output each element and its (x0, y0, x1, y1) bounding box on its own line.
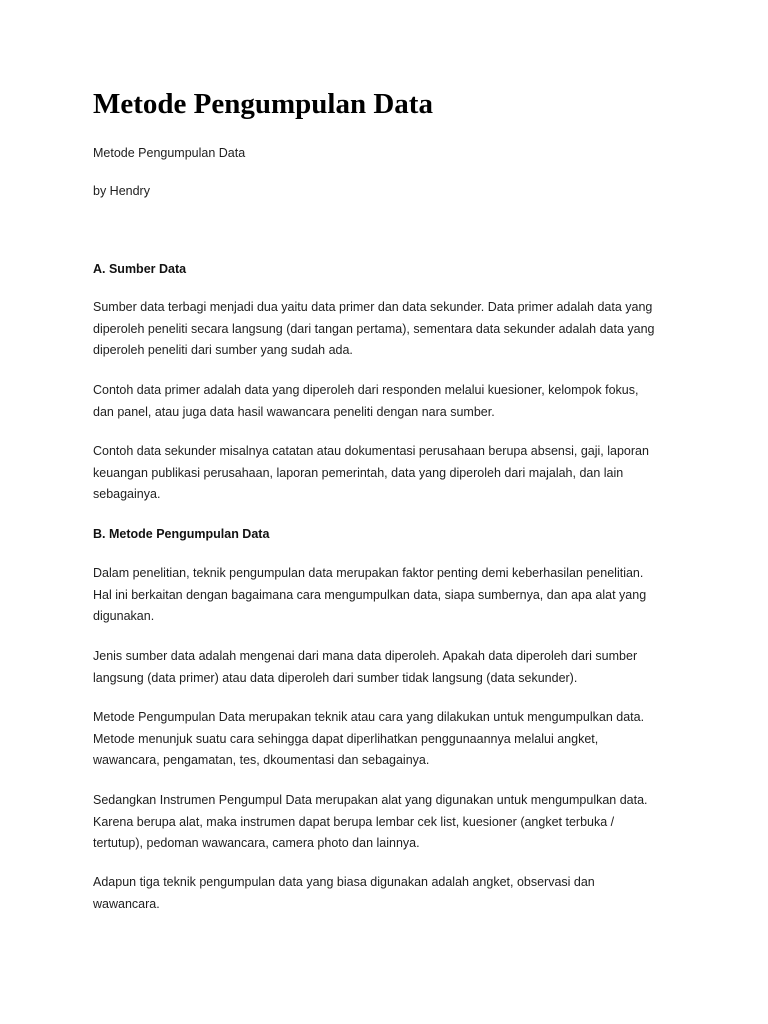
paragraph-line: Metode Pengumpulan Data merupakan teknik atau cara yang dilakukan untuk mengumpulkan data. (93, 710, 645, 724)
paragraph (93, 790, 648, 855)
document-title: Metode Pengumpulan Data (93, 88, 433, 120)
paragraph (93, 441, 649, 506)
section-heading-metode-pengumpulan-data: B. Metode Pengumpulan Data (93, 527, 270, 541)
paragraph-line: diperoleh peneliti dari sumber yang sudah ada. (93, 343, 353, 357)
paragraph-line: Contoh data primer adalah data yang diperoleh dari responden melalui kuesioner, kelompok fokus, (93, 383, 639, 397)
paragraph-line: langsung (data primer) atau data diperoleh dari sumber tidak langsung (data sekunder). (93, 670, 578, 685)
section-heading-sumber-data: A. Sumber Data (93, 262, 187, 276)
paragraph (93, 380, 638, 423)
document-subtitle: Metode Pengumpulan Data (93, 146, 246, 160)
paragraph (93, 707, 644, 772)
paragraph-line: Adapun tiga teknik pengumpulan data yang biasa digunakan adalah angket, observasi dan (93, 875, 595, 889)
paragraph (93, 563, 646, 628)
paragraph-line: Jenis sumber data adalah mengenai dari mana data diperoleh. Apakah data diperoleh dari sumber (93, 649, 638, 663)
paragraph-line: wawancara, pengamatan, tes, dkoumentasi dan sebagainya. (93, 753, 430, 767)
paragraph-line: digunakan. (93, 609, 155, 623)
paragraph-line: dan panel, atau juga data hasil wawancara peneliti dengan nara sumber. (93, 404, 495, 419)
paragraph-line: Sedangkan Instrumen Pengumpul Data merupakan alat yang digunakan untuk mengumpulkan data. (93, 793, 648, 807)
paragraph-line: diperoleh peneliti secara langsung (dari tangan pertama), sementara data sekunder adalah data yang (93, 321, 655, 336)
paragraph (93, 297, 654, 362)
paragraph-line: Dalam penelitian, teknik pengumpulan data merupakan faktor penting demi keberhasilan penelitian. (93, 566, 644, 580)
paragraph-line: tertutup), pedoman wawancara, camera photo dan lainnya. (93, 836, 420, 850)
paragraph-line: sebagainya. (93, 487, 161, 501)
paragraph (93, 646, 637, 689)
paragraph-line: Contoh data sekunder misalnya catatan atau dokumentasi perusahaan berupa absensi, gaji, laporan (93, 444, 649, 458)
paragraph-line: keuangan publikasi perusahaan, laporan pemerintah, data yang diperoleh dari majalah, dan lain (93, 465, 624, 480)
paragraph-line: wawancara. (93, 896, 160, 911)
paragraph-line: Karena berupa alat, maka instrumen dapat berupa lembar cek list, kuesioner (angket terbuka / (93, 814, 615, 829)
paragraph-line: Metode menunjuk suatu cara sehingga dapat diperlihatkan penggunaannya melalui angket, (93, 731, 599, 746)
document-author: by Hendry (93, 184, 150, 198)
paragraph-line: Sumber data terbagi menjadi dua yaitu data primer dan data sekunder. Data primer adalah data yang (93, 300, 653, 314)
paragraph-line: Hal ini berkaitan dengan bagaimana cara mengumpulkan data, siapa sumbernya, dan apa alat yang (93, 587, 647, 602)
paragraph (93, 872, 595, 915)
